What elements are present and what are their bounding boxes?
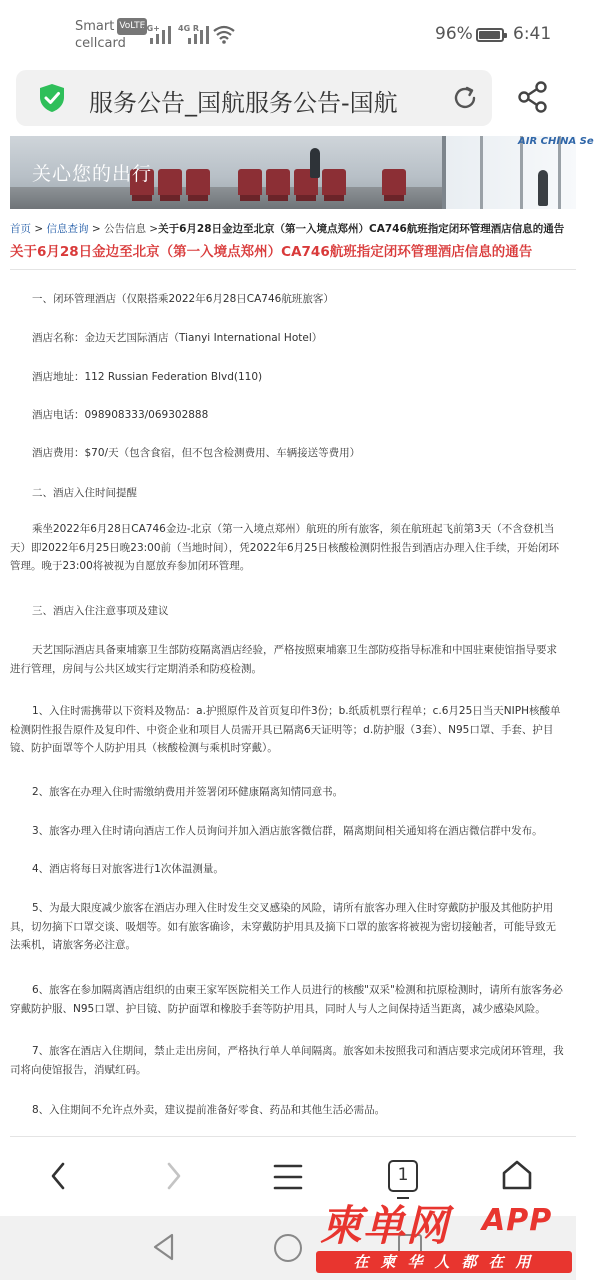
paragraph: 8、入住期间不允许点外卖，建议提前准备好零食、药品和其他生活必需品。 [32, 1104, 386, 1116]
breadcrumb-separator: > [31, 223, 47, 235]
paragraph: 6、旅客在参加隔离酒店组织的由柬王家军医院相关工作人员进行的核酸"双采"检测和抗原检测时，请所有旅客务必穿戴防护服、N95口罩、护目镜、防护面罩和橡胶手套等防护用具，同时人与人之间保持适当距离，减少感染风险。 [10, 984, 563, 1015]
chevron-left-icon[interactable] [44, 1158, 72, 1194]
section-heading: 二、酒店入住时间提醒 [32, 487, 137, 499]
volte-badge: VoLTE [117, 18, 147, 35]
carrier-name: Smart [75, 19, 115, 34]
banner-image [10, 136, 594, 209]
breadcrumb-notice[interactable]: 公告信息 [103, 223, 146, 235]
carrier-name-secondary: cellcard [75, 36, 126, 51]
wifi-icon [212, 24, 236, 44]
shield-check-icon[interactable] [36, 82, 68, 114]
carrier-info [75, 18, 147, 52]
section-heading: 三、酒店入住注意事项及建议 [32, 605, 169, 617]
breadcrumb-separator: > [145, 223, 159, 235]
circle-home-icon[interactable] [274, 1234, 302, 1262]
paragraph: 3、旅客办理入住时请向酒店工作人员询问并加入酒店旅客微信群，隔离期间相关通知将在酒店微信群中发布。 [32, 825, 543, 837]
paragraph: 1、入住时需携带以下资料及物品：a.护照原件及首页复印件3份；b.纸质机票行程单；c.6月25日当天NIPH核酸单检测阴性报告原件及复印件、中资企业和项目人员需开具已隔离6天证明等；d.防护服（3套）、N95口罩、手套、护目镜、防护面罩等个人防护用具（核酸检测与乘机时穿戴）。 [10, 705, 561, 754]
title-divider [10, 269, 576, 270]
signal-strength-icon [148, 24, 174, 44]
section-heading: 一、闭环管理酒店（仅限搭乘2022年6月28日CA746航班旅客） [32, 293, 334, 305]
breadcrumb [10, 221, 564, 236]
breadcrumb-current: 关于6月28日金边至北京（第一入境点郑州）CA746航班指定闭环管理酒店信息的通告 [158, 223, 565, 235]
triangle-back-icon[interactable] [150, 1232, 178, 1262]
hotel-name: 酒店名称：金边天艺国际酒店（Tianyi International Hotel） [32, 332, 323, 344]
status-bar [0, 0, 576, 62]
paragraph: 5、为最大限度减少旅客在酒店办理入住时发生交叉感染的风险，请所有旅客办理入住时穿戴防护服及其他防护用具，切勿摘下口罩交谈、吸烟等。如有旅客确诊，未穿戴防护用具及摘下口罩的旅客将被视为密切接触者，可能导致无法乘机，请旅客务必注意。 [10, 902, 556, 951]
paragraph: 乘坐2022年6月28日CA746金边-北京（第一入境点郑州）航班的所有旅客，须在航班起飞前第3天（不含登机当天）即2022年6月25日晚23:00前（当地时间），凭2022年6月25日核酸检测阴性报告到酒店办理入住手续，开始闭环管理。晚于23:00将被视为自愿放弃参加闭环管理。 [10, 523, 560, 572]
signal-type-label: 4G+ [141, 24, 160, 33]
battery-fill [479, 31, 500, 39]
address-bar[interactable] [16, 70, 492, 126]
paragraph: 2、旅客在办理入住时需缴纳费用并签署闭环健康隔离知情同意书。 [32, 786, 344, 798]
watermark-tagline: 在柬华人都在用 [316, 1251, 572, 1273]
home-icon[interactable] [500, 1158, 534, 1192]
paragraph: 7、旅客在酒店入住期间，禁止走出房间，严格执行单人单间隔离。旅客如未按照我司和酒店要求完成闭环管理，我司将向使馆报告，消赋红码。 [10, 1045, 564, 1076]
watermark-brand: 柬单网 [320, 1201, 450, 1250]
share-icon[interactable] [516, 80, 550, 114]
tab-count: 1 [397, 1165, 409, 1185]
hotel-address: 酒店地址：112 Russian Federation Blvd(110) [32, 371, 263, 383]
hotel-fee: 酒店费用：$70/天（包含食宿，但不包含检测费用、车辆接送等费用） [32, 447, 361, 459]
tabs-button[interactable] [388, 1160, 418, 1192]
breadcrumb-home-link[interactable]: 首页 [10, 223, 31, 235]
content-divider [10, 1136, 576, 1137]
signal-strength-icon-2 [186, 24, 212, 44]
signal-type-label-2: 4G R [178, 24, 200, 33]
paragraph: 天艺国际酒店具备柬埔寨卫生部防疫隔离酒店经验，严格按照柬埔寨卫生部防疫指导标准和中国驻柬使馆指导要求进行管理，房间与公共区域实行定期消杀和防疫检测。 [10, 644, 557, 675]
banner-text: 关心您的出行 [32, 163, 153, 185]
article-title: 关于6月28日金边至北京（第一入境点郑州）CA746航班指定闭环管理酒店信息的通告 [10, 244, 533, 260]
battery-icon [476, 28, 504, 42]
air-china-logo-text: AIR CHINA Se [518, 136, 594, 147]
watermark-app: APP [482, 1203, 553, 1238]
chevron-right-icon[interactable] [160, 1158, 188, 1194]
breadcrumb-separator: > [88, 223, 104, 235]
paragraph: 4、酒店将每日对旅客进行1次体温测量。 [32, 863, 224, 875]
page-title[interactable]: 服务公告_国航服务公告-国航 [89, 89, 398, 117]
clock: 6:41 [513, 24, 552, 44]
reload-icon[interactable] [451, 84, 479, 112]
battery-percent: 96% [435, 24, 473, 44]
breadcrumb-info-link[interactable]: 信息查询 [46, 223, 89, 235]
hotel-phone: 酒店电话：098908333/069302888 [32, 409, 209, 421]
watermark-logo [316, 1193, 572, 1279]
hamburger-menu-icon[interactable] [272, 1162, 304, 1192]
